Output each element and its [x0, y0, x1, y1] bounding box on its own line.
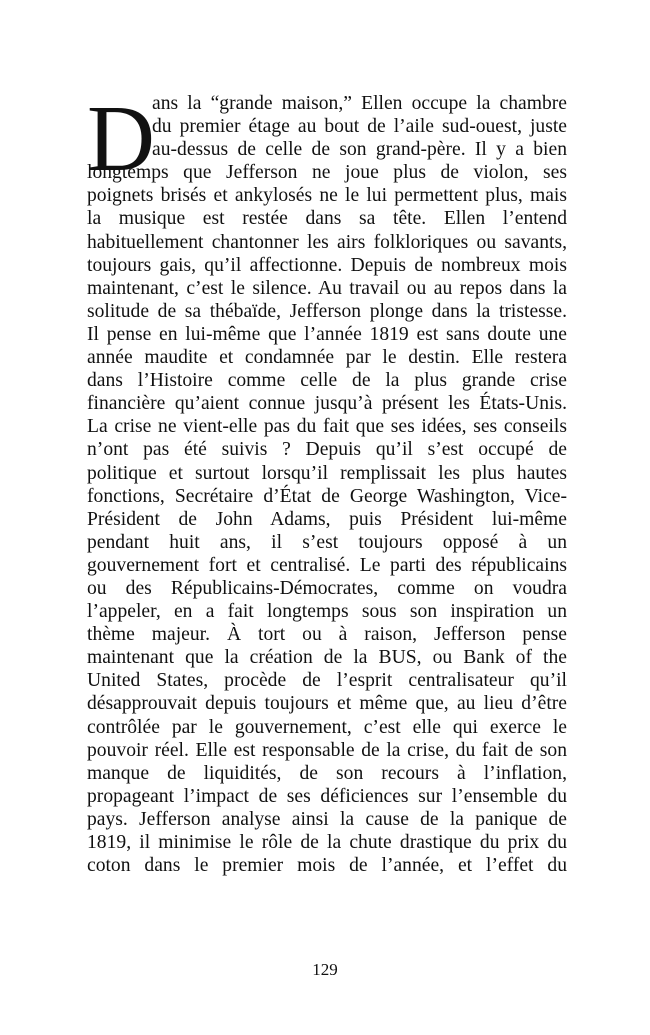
text-line: contrôlée par le gouvernement, c’est elle qui exerce le — [87, 716, 567, 738]
text-line: maintenant que la création de la BUS, ou Bank of the — [87, 647, 567, 669]
text-line: fonctions, Secrétaire d’État de George Washington, Vice- — [87, 485, 567, 507]
text-line: au-dessus de celle de son grand-père. Il y a bien — [152, 139, 567, 161]
text-line: coton dans le premier mois de l’année, et l’effet du — [87, 855, 567, 877]
text-line: dans l’Histoire comme celle de la plus grande crise — [87, 370, 567, 392]
text-line: Président de John Adams, puis Président lui-même — [87, 508, 567, 530]
drop-cap: D — [87, 87, 155, 191]
text-line: politique et surtout lorsqu’il remplissait les plus hautes — [87, 462, 567, 484]
text-line: année maudite et condamnée par le destin. Elle restera — [87, 347, 567, 369]
text-line: longtemps que Jefferson ne joue plus de violon, ses — [87, 162, 567, 184]
text-line: Il pense en lui-même que l’année 1819 est sans doute une — [87, 323, 567, 345]
text-line: solitude de sa thébaïde, Jefferson plonge dans la tristesse. — [87, 300, 567, 322]
text-line: du premier étage au bout de l’aile sud-ouest, juste — [152, 116, 567, 138]
text-line: pays. Jefferson analyse ainsi la cause de la panique de — [87, 808, 567, 830]
text-line: ans la “grande maison,” Ellen occupe la chambre — [152, 93, 567, 114]
text-line: désapprouvait depuis toujours et même que, au lieu d’être — [87, 693, 567, 715]
text-line: la musique est restée dans sa tête. Ellen l’entend — [87, 208, 567, 230]
text-line: ou des Républicains-Démocrates, comme on voudra — [87, 577, 567, 599]
text-line: 1819, il minimise le rôle de la chute drastique du prix du — [87, 832, 567, 853]
text-line: manque de liquidités, de son recours à l’inflation, — [87, 762, 567, 784]
text-line: propageant l’impact de ses déficiences sur l’ensemble du — [87, 785, 567, 807]
text-line: financière qu’aient connue jusqu’à présent les États-Unis. — [87, 393, 567, 415]
text-line: La crise ne vient-elle pas du fait que ses idées, ses conseils — [87, 416, 567, 438]
text-line: habituellement chantonner les airs folkloriques ou savants, — [87, 231, 567, 253]
text-line: n’ont pas été suivis ? Depuis qu’il s’est occupé de — [87, 439, 567, 461]
paragraph — [87, 87, 567, 877]
text-line: pouvoir réel. Elle est responsable de la crise, du fait de son — [87, 739, 567, 761]
text-line: l’appeler, en a fait longtemps sous son inspiration un — [87, 601, 567, 623]
body-text — [87, 87, 567, 877]
text-line: poignets brisés et ankylosés ne le lui permettent plus, mais — [87, 185, 567, 207]
text-line: gouvernement fort et centralisé. Le parti des républicains — [87, 554, 567, 576]
page-number: 129 — [312, 960, 338, 979]
text-line: maintenant, c’est le silence. Au travail ou au repos dans la — [87, 277, 567, 299]
text-line: pendant huit ans, il s’est toujours opposé à un — [87, 531, 567, 553]
text-line: United States, procède de l’esprit centralisateur qu’il — [87, 670, 567, 692]
text-line: thème majeur. À tort ou à raison, Jefferson pense — [87, 624, 567, 646]
text-line: toujours gais, qu’il affectionne. Depuis de nombreux mois — [87, 254, 567, 276]
